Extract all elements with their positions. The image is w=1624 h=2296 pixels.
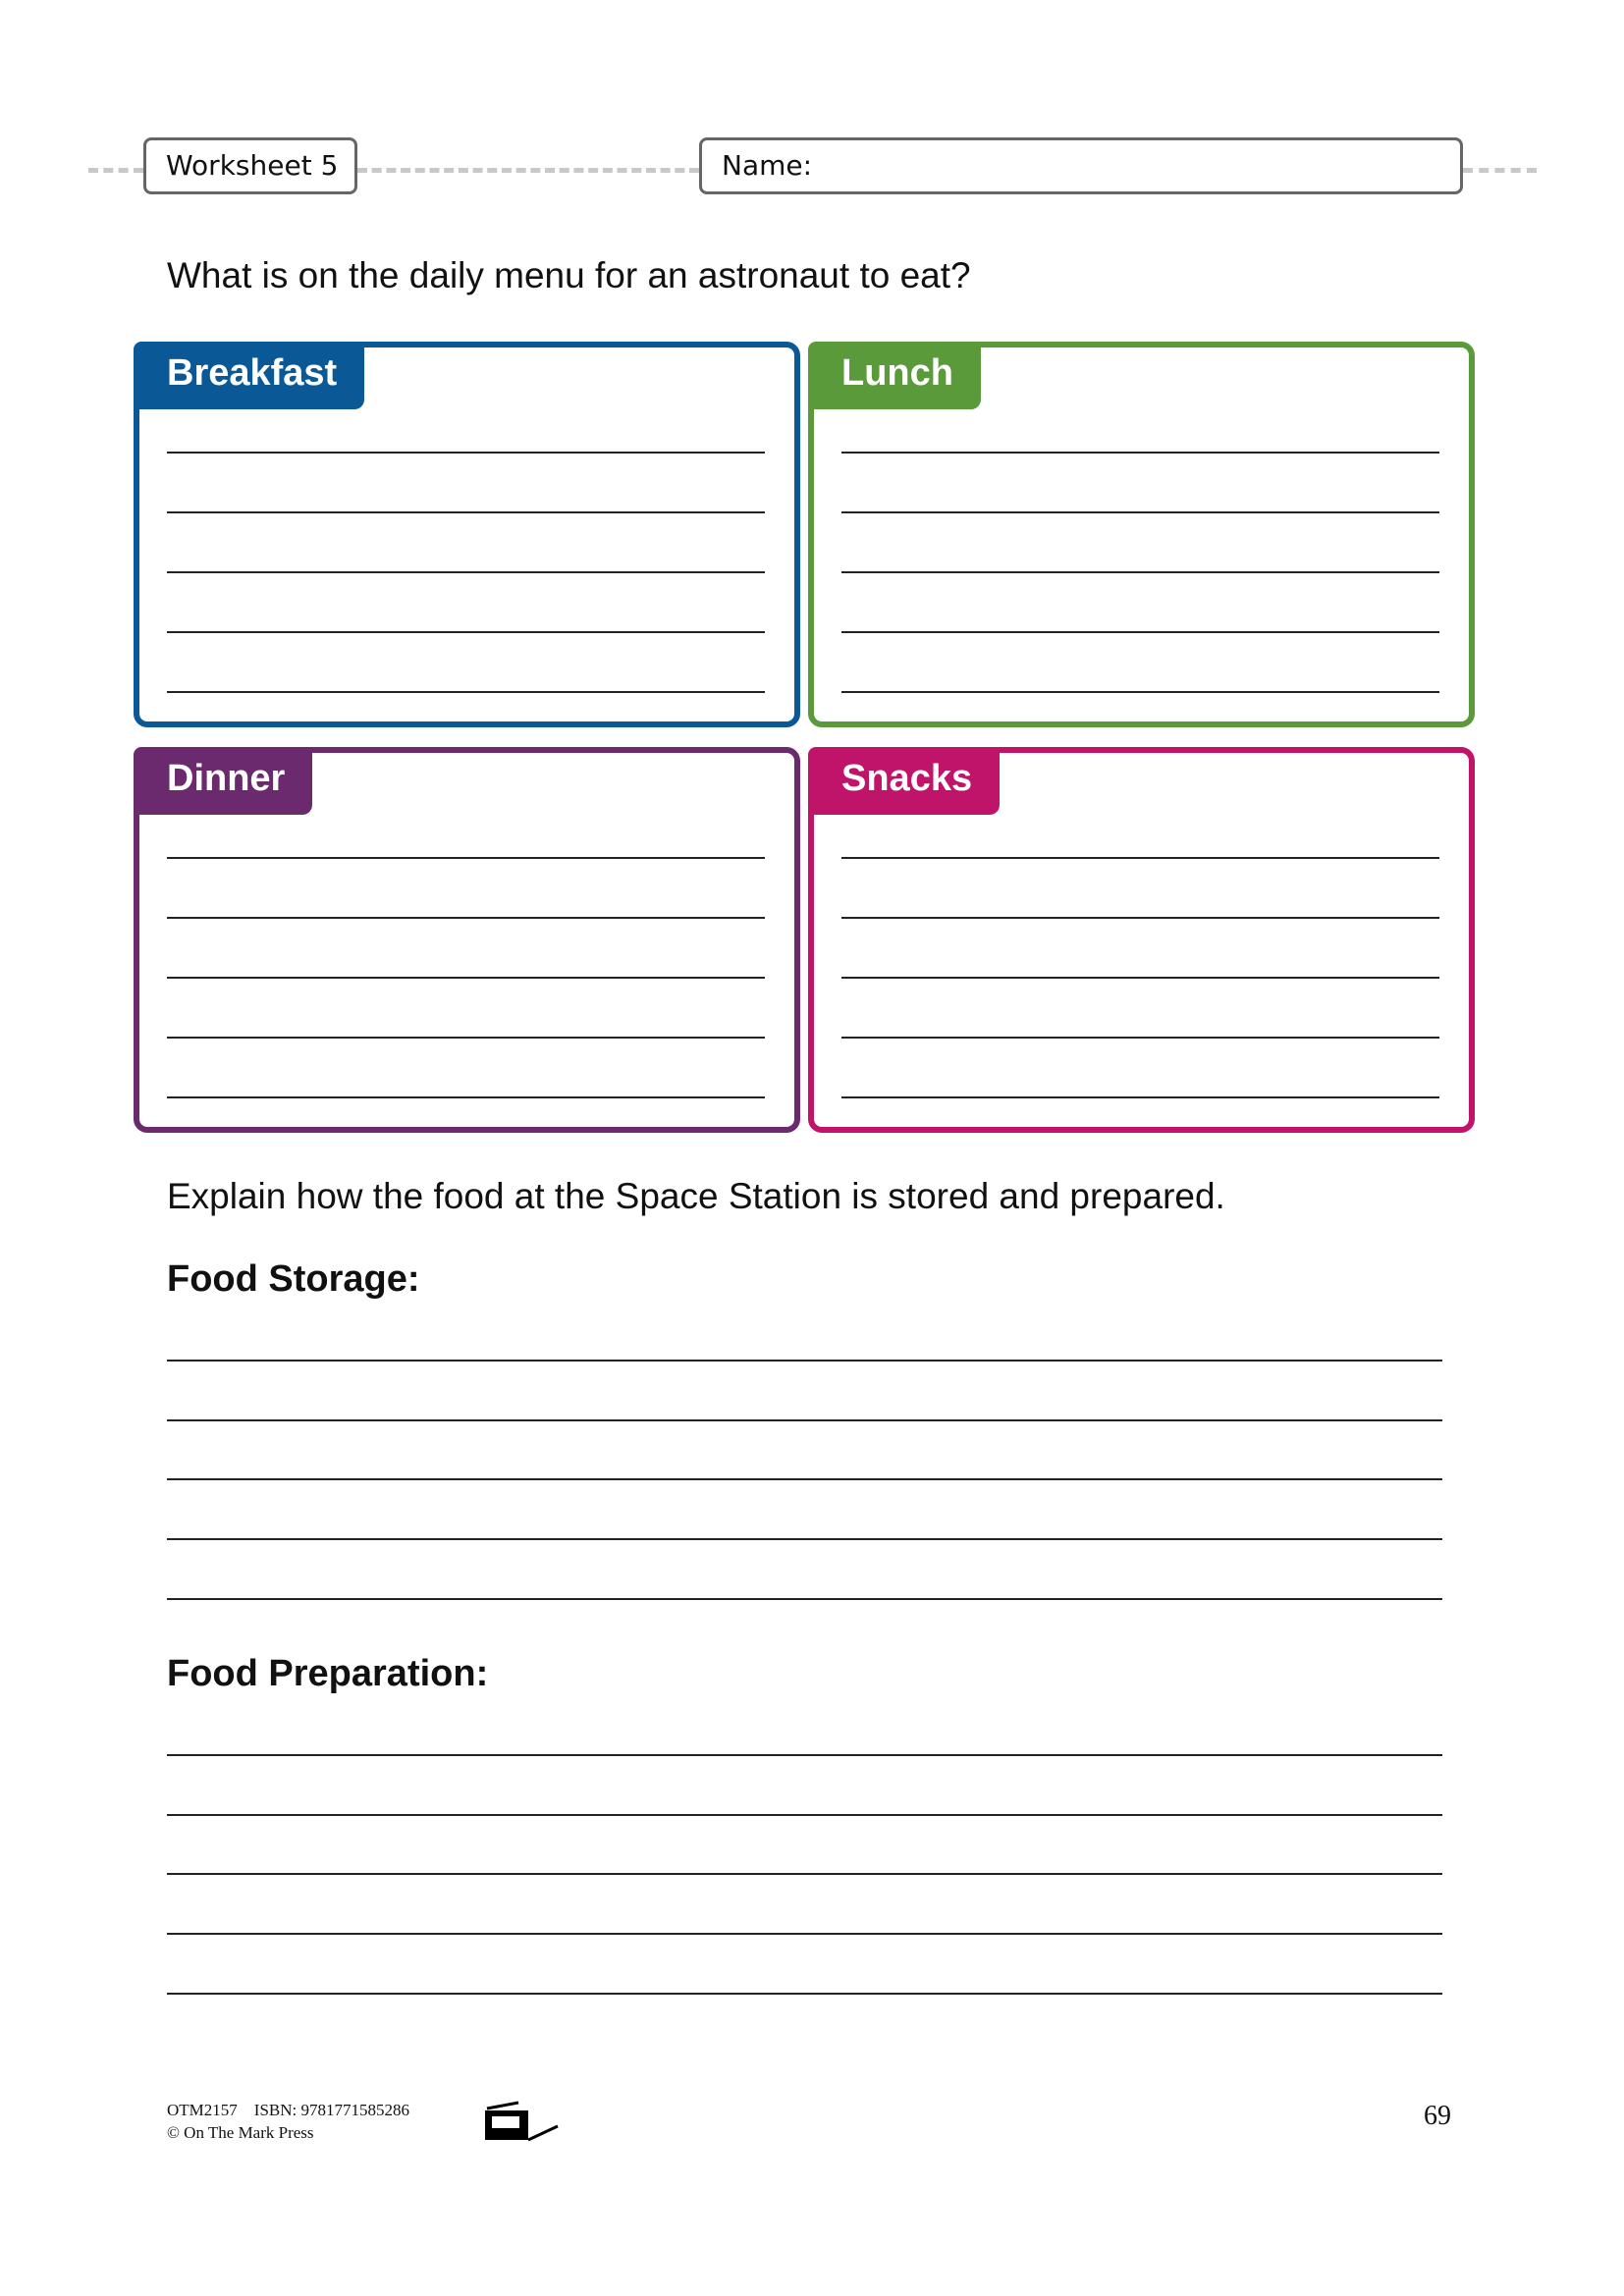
footer-copyright: © On The Mark Press: [167, 2123, 314, 2142]
answer-line[interactable]: [841, 452, 1439, 454]
name-field[interactable]: Name:: [699, 137, 1463, 194]
answer-line[interactable]: [167, 1096, 765, 1098]
answer-line[interactable]: [167, 1538, 1442, 1540]
answer-line[interactable]: [167, 691, 765, 693]
answer-line[interactable]: [167, 1933, 1442, 1935]
question-storage-preparation: Explain how the food at the Space Station is stored and prepared.: [167, 1176, 1225, 1216]
answer-line[interactable]: [167, 1419, 1442, 1421]
answer-line[interactable]: [841, 917, 1439, 919]
meal-tab-label: Dinner: [134, 747, 312, 815]
meal-box-snacks: [808, 747, 1475, 1133]
answer-line[interactable]: [841, 691, 1439, 693]
dashed-divider: [88, 168, 143, 173]
worksheet-label: Worksheet 5: [143, 137, 357, 194]
answer-line[interactable]: [167, 1993, 1442, 1995]
meal-box-breakfast: [134, 342, 800, 727]
answer-line[interactable]: [167, 1037, 765, 1039]
answer-line[interactable]: [167, 571, 765, 573]
answer-line[interactable]: [167, 511, 765, 513]
photocopier-icon: [483, 2101, 560, 2142]
footer-isbn: OTM2157 ISBN: 9781771585286: [167, 2101, 409, 2119]
answer-line[interactable]: [167, 1754, 1442, 1756]
answer-line[interactable]: [167, 977, 765, 979]
answer-line[interactable]: [167, 631, 765, 633]
meal-tab-label: Breakfast: [134, 342, 364, 409]
answer-line[interactable]: [167, 1873, 1442, 1875]
answer-line[interactable]: [167, 1598, 1442, 1600]
food-preparation-heading: Food Preparation:: [167, 1653, 489, 1694]
dashed-divider: [357, 168, 699, 173]
answer-line[interactable]: [167, 917, 765, 919]
answer-line[interactable]: [167, 1814, 1442, 1816]
page-number: 69: [1424, 2101, 1451, 2131]
answer-line[interactable]: [841, 631, 1439, 633]
answer-line[interactable]: [841, 857, 1439, 859]
answer-line[interactable]: [841, 571, 1439, 573]
answer-line[interactable]: [167, 452, 765, 454]
meal-tab-label: Snacks: [808, 747, 1000, 815]
answer-line[interactable]: [841, 1096, 1439, 1098]
answer-line[interactable]: [841, 1037, 1439, 1039]
answer-line[interactable]: [167, 857, 765, 859]
meal-box-lunch: [808, 342, 1475, 727]
question-menu: What is on the daily menu for an astronaut to eat?: [167, 255, 971, 295]
meal-box-dinner: [134, 747, 800, 1133]
meal-tab-label: Lunch: [808, 342, 981, 409]
answer-line[interactable]: [167, 1478, 1442, 1480]
answer-line[interactable]: [167, 1360, 1442, 1362]
dashed-divider: [1463, 168, 1537, 173]
answer-line[interactable]: [841, 511, 1439, 513]
food-storage-heading: Food Storage:: [167, 1258, 420, 1300]
answer-line[interactable]: [841, 977, 1439, 979]
